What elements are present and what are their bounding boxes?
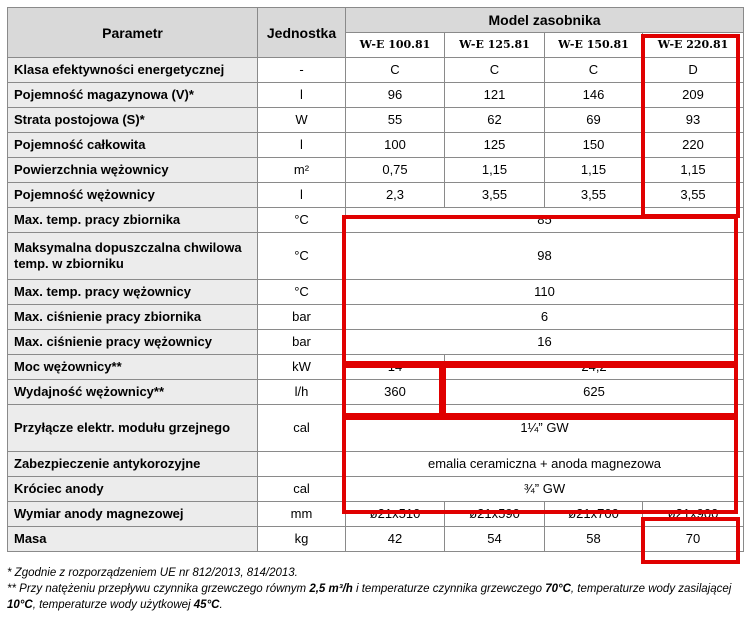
merged-value-cell: ¾” GW [346, 477, 744, 502]
param-unit: l [258, 183, 346, 208]
param-name: Max. temp. pracy wężownicy [8, 280, 258, 305]
value-cell: 69 [545, 108, 643, 133]
param-unit: m² [258, 158, 346, 183]
value-cell: 209 [643, 83, 744, 108]
param-unit: cal [258, 477, 346, 502]
param-name: Wydajność wężownicy** [8, 380, 258, 405]
param-unit: kW [258, 355, 346, 380]
value-cell: ø21x700 [545, 502, 643, 527]
merged-value-cell: 16 [346, 330, 744, 355]
param-name: Max. temp. pracy zbiornika [8, 208, 258, 233]
param-name: Pojemność wężownicy [8, 183, 258, 208]
table-row [8, 502, 744, 527]
param-unit: °C [258, 280, 346, 305]
param-unit: l/h [258, 380, 346, 405]
table-row [8, 305, 744, 330]
merged-value-cell: 85 [346, 208, 744, 233]
value-cell: 96 [346, 83, 445, 108]
value-cell: ø21x510 [346, 502, 445, 527]
param-name: Zabezpieczenie antykorozyjne [8, 452, 258, 477]
param-name: Króciec anody [8, 477, 258, 502]
table-row [8, 133, 744, 158]
value-cell: 146 [545, 83, 643, 108]
param-unit: bar [258, 305, 346, 330]
table-row [8, 108, 744, 133]
value-cell-first: 360 [346, 380, 445, 405]
table-row [8, 83, 744, 108]
value-cell: C [445, 58, 545, 83]
table-row [8, 183, 744, 208]
value-cell: D [643, 58, 744, 83]
value-cell: 70 [643, 527, 744, 552]
param-unit: °C [258, 233, 346, 280]
value-cell: 55 [346, 108, 445, 133]
table-row [8, 58, 744, 83]
value-cell: 220 [643, 133, 744, 158]
param-name: Max. ciśnienie pracy wężownicy [8, 330, 258, 355]
value-cell: C [545, 58, 643, 83]
param-name: Masa [8, 527, 258, 552]
header-jednostka: Jednostka [258, 8, 346, 58]
value-cell: 42 [346, 527, 445, 552]
value-cell: 1,15 [545, 158, 643, 183]
table-row [8, 405, 744, 452]
merged-value-cell: emalia ceramiczna + anoda magnezowa [346, 452, 744, 477]
table-row [8, 330, 744, 355]
param-unit: cal [258, 405, 346, 452]
table-row [8, 477, 744, 502]
value-cell: 1,15 [643, 158, 744, 183]
value-cell: 3,55 [445, 183, 545, 208]
merged-value-cell: 110 [346, 280, 744, 305]
merged-value-cell: 1¼” GW [346, 405, 744, 452]
value-cell: 125 [445, 133, 545, 158]
param-unit [258, 452, 346, 477]
param-unit: - [258, 58, 346, 83]
value-cell: 150 [545, 133, 643, 158]
table-row [8, 158, 744, 183]
value-cell: 3,55 [643, 183, 744, 208]
value-cell-rest: 24,2 [445, 355, 744, 380]
value-cell-first: 14 [346, 355, 445, 380]
model-3: W-E 150.81 [545, 33, 643, 58]
param-name: Pojemność całkowita [8, 133, 258, 158]
param-name: Przyłącze elektr. modułu grzejnego [8, 405, 258, 452]
header-parametr: Parametr [8, 8, 258, 58]
merged-value-cell: 98 [346, 233, 744, 280]
value-cell: 100 [346, 133, 445, 158]
model-4: W-E 220.81 [643, 33, 744, 58]
header-model: Model zasobnika [346, 8, 744, 33]
table-row [8, 452, 744, 477]
value-cell: ø21x900 [643, 502, 744, 527]
table-row [8, 527, 744, 552]
param-name: Pojemność magazynowa (V)* [8, 83, 258, 108]
param-name: Klasa efektywności energetycznej [8, 58, 258, 83]
param-name: Max. ciśnienie pracy zbiornika [8, 305, 258, 330]
value-cell: 54 [445, 527, 545, 552]
table-row [8, 355, 744, 380]
param-unit: l [258, 83, 346, 108]
footnote-2: ** Przy natężeniu przepływu czynnika grzewczego równym 2,5 m³/h i temperaturze czynnika grzewczego 70°C, temperaturze wody zasilającej 10°C, temperaturze wody użytkowej 45°C. [7, 583, 732, 611]
value-cell: 121 [445, 83, 545, 108]
merged-value-cell: 6 [346, 305, 744, 330]
value-cell: 3,55 [545, 183, 643, 208]
table-row [8, 208, 744, 233]
table-row [8, 280, 744, 305]
value-cell: 62 [445, 108, 545, 133]
param-unit: mm [258, 502, 346, 527]
value-cell: 0,75 [346, 158, 445, 183]
spec-table [7, 7, 744, 552]
param-unit: bar [258, 330, 346, 355]
param-name: Powierzchnia wężownicy [8, 158, 258, 183]
footnote-1: * Zgodnie z rozporządzeniem UE nr 812/2013, 814/2013. [7, 567, 298, 579]
value-cell: 58 [545, 527, 643, 552]
model-2: W-E 125.81 [445, 33, 545, 58]
footnotes [7, 565, 747, 613]
param-name: Maksymalna dopuszczalna chwilowa temp. w zbiorniku [8, 233, 258, 280]
table-row [8, 380, 744, 405]
param-unit: l [258, 133, 346, 158]
value-cell: 2,3 [346, 183, 445, 208]
param-unit: °C [258, 208, 346, 233]
value-cell: ø21x590 [445, 502, 545, 527]
value-cell: C [346, 58, 445, 83]
header-row [8, 8, 744, 33]
param-unit: kg [258, 527, 346, 552]
value-cell: 93 [643, 108, 744, 133]
table-row [8, 233, 744, 280]
param-unit: W [258, 108, 346, 133]
value-cell-rest: 625 [445, 380, 744, 405]
spec-table-container [7, 7, 743, 563]
value-cell: 1,15 [445, 158, 545, 183]
param-name: Strata postojowa (S)* [8, 108, 258, 133]
param-name: Moc wężownicy** [8, 355, 258, 380]
model-1: W-E 100.81 [346, 33, 445, 58]
param-name: Wymiar anody magnezowej [8, 502, 258, 527]
